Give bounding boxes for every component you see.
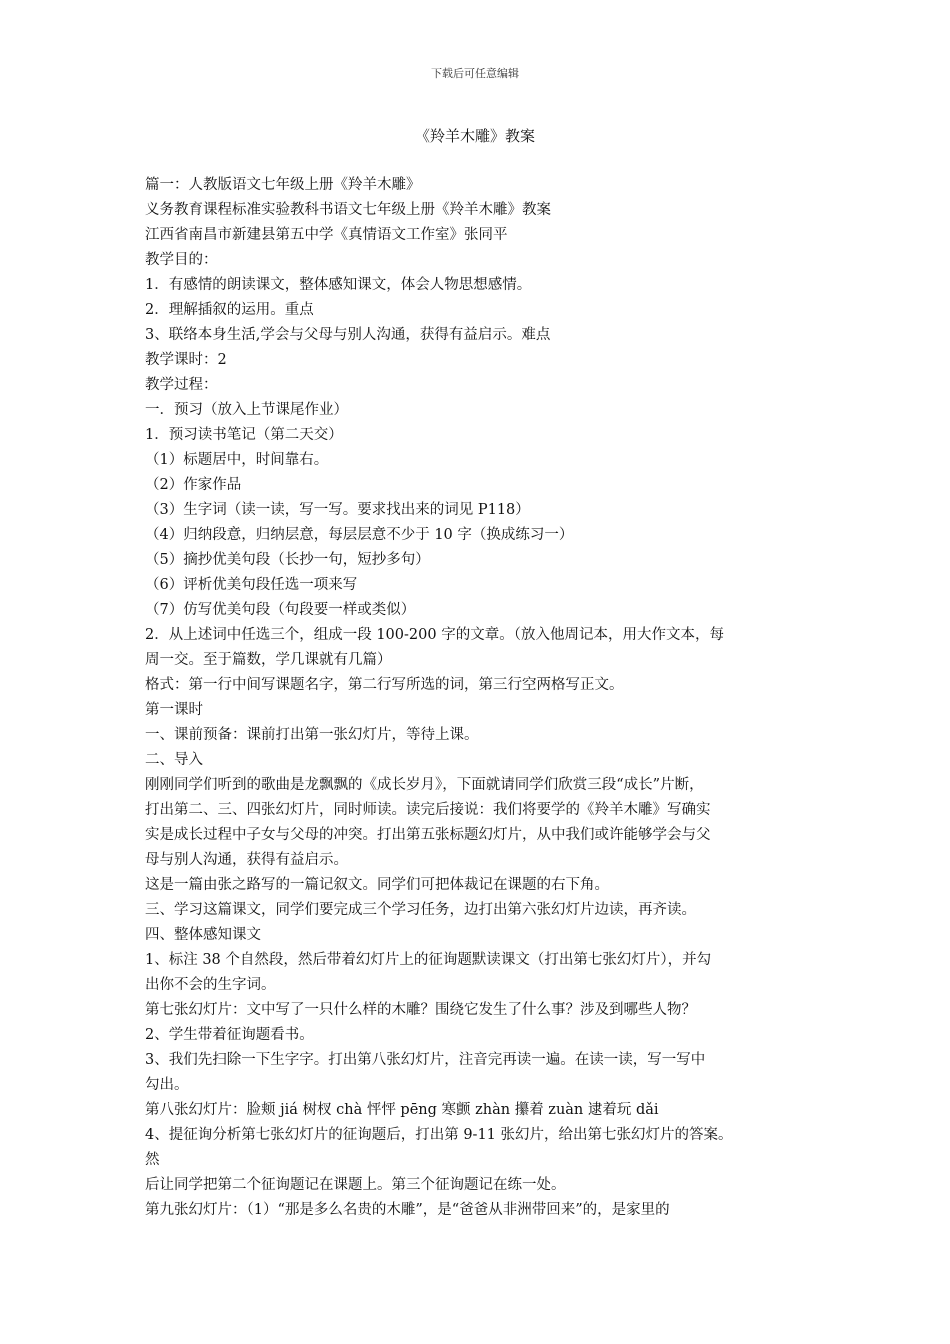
body-line: 2、学生带着征询题看书。 [145, 1027, 314, 1043]
body-line: 一．预习（放入上节课尾作业） [145, 402, 348, 418]
body-line: 江西省南昌市新建县第五中学《真情语文工作室》张同平 [145, 227, 508, 243]
body-line: 然 [145, 1152, 160, 1168]
body-line: （3）生字词（读一读，写一写。要求找出来的词见 P118） [145, 502, 530, 518]
body-line: 2．从上述词中任选三个，组成一段 100-200 字的文章。（放入他周记本，用大作文本，每 [145, 627, 724, 643]
body-line: （2）作家作品 [145, 477, 242, 493]
body-line: （1）标题居中，时间靠右。 [145, 452, 329, 468]
body-line: 3、联络本身生活,学会与父母与别人沟通，获得有益启示。难点 [145, 327, 551, 343]
body-line: 2．理解插叙的运用。重点 [145, 302, 314, 318]
body-line: 篇一：人教版语文七年级上册《羚羊木雕》 [145, 177, 421, 193]
body-line: 母与别人沟通，获得有益启示。 [145, 852, 348, 868]
body-line: 刚刚同学们听到的歌曲是龙飘飘的《成长岁月》，下面就请同学们欣赏三段“成长”片断， [145, 777, 704, 793]
body-line: 1．有感情的朗读课文，整体感知课文，体会人物思想感情。 [145, 277, 532, 293]
body-line: 第七张幻灯片：文中写了一只什么样的木雕？围绕它发生了什么事？涉及到哪些人物？ [145, 1002, 696, 1018]
body-line: 勾出。 [145, 1077, 189, 1093]
body-line: 教学课时：2 [145, 352, 227, 368]
body-line: 实是成长过程中子女与父母的冲突。打出第五张标题幻灯片，从中我们或许能够学会与父 [145, 827, 711, 843]
body-line: 打出第二、三、四张幻灯片，同时师读。读完后接说：我们将要学的《羚羊木雕》写确实 [145, 802, 711, 818]
body-line: 1、标注 38 个自然段，然后带着幻灯片上的征询题默读课文（打出第七张幻灯片），并勾 [145, 952, 712, 968]
body-line: 四、整体感知课文 [145, 927, 261, 943]
body-line: 第九张幻灯片：（1）“那是多么名贵的木雕”，是“爸爸从非洲带回来”的，是家里的 [145, 1202, 670, 1218]
body-line: 教学过程： [145, 377, 218, 393]
body-line: （6）评析优美句段任选一项来写 [145, 577, 358, 593]
body-line: 这是一篇由张之路写的一篇记叙文。同学们可把体裁记在课题的右下角。 [145, 877, 609, 893]
body-line: 4、提征询分析第七张幻灯片的征询题后，打出第 9-11 张幻片，给出第七张幻灯片的答案。 [145, 1127, 733, 1143]
body-line: 1．预习读书笔记（第二天交） [145, 427, 343, 443]
body-line: 周一交。至于篇数，学几课就有几篇） [145, 652, 392, 668]
body-line: 后让同学把第二个征询题记在课题上。第三个征询题记在练一处。 [145, 1177, 566, 1193]
body-line: （4）归纳段意，归纳层意，每层层意不少于 10 字（换成练习一） [145, 527, 574, 543]
body-line: 教学目的： [145, 252, 218, 268]
header-note: 下载后可任意编辑 [431, 67, 519, 80]
body-line: 第一课时 [145, 702, 203, 718]
body-line: 第八张幻灯片：脸颊 jiá 树杈 chà 怦怦 pēng 寒颤 zhàn 攥着 zuàn 逮着玩 dǎi [145, 1102, 659, 1118]
body-line: 二、导入 [145, 752, 203, 768]
body-line: 3、我们先扫除一下生字字。打出第八张幻灯片，注音完再读一遍。在读一读，写一写中 [145, 1052, 706, 1068]
body-line: 出你不会的生字词。 [145, 977, 276, 993]
body-line: 格式：第一行中间写课题名字，第二行写所选的词，第三行空两格写正文。 [145, 677, 624, 693]
body-line: 三、学习这篇课文，同学们要完成三个学习任务，边打出第六张幻灯片边读，再齐读。 [145, 902, 696, 918]
body-line: （5）摘抄优美句段（长抄一句，短抄多句） [145, 552, 430, 568]
document-body [145, 173, 825, 1223]
body-line: （7）仿写优美句段（句段要一样或类似） [145, 602, 416, 618]
document-title: 《羚羊木雕》教案 [414, 127, 535, 145]
body-line: 一、课前预备：课前打出第一张幻灯片，等待上课。 [145, 727, 479, 743]
body-line: 义务教育课程标准实验教科书语文七年级上册《羚羊木雕》教案 [145, 202, 551, 218]
